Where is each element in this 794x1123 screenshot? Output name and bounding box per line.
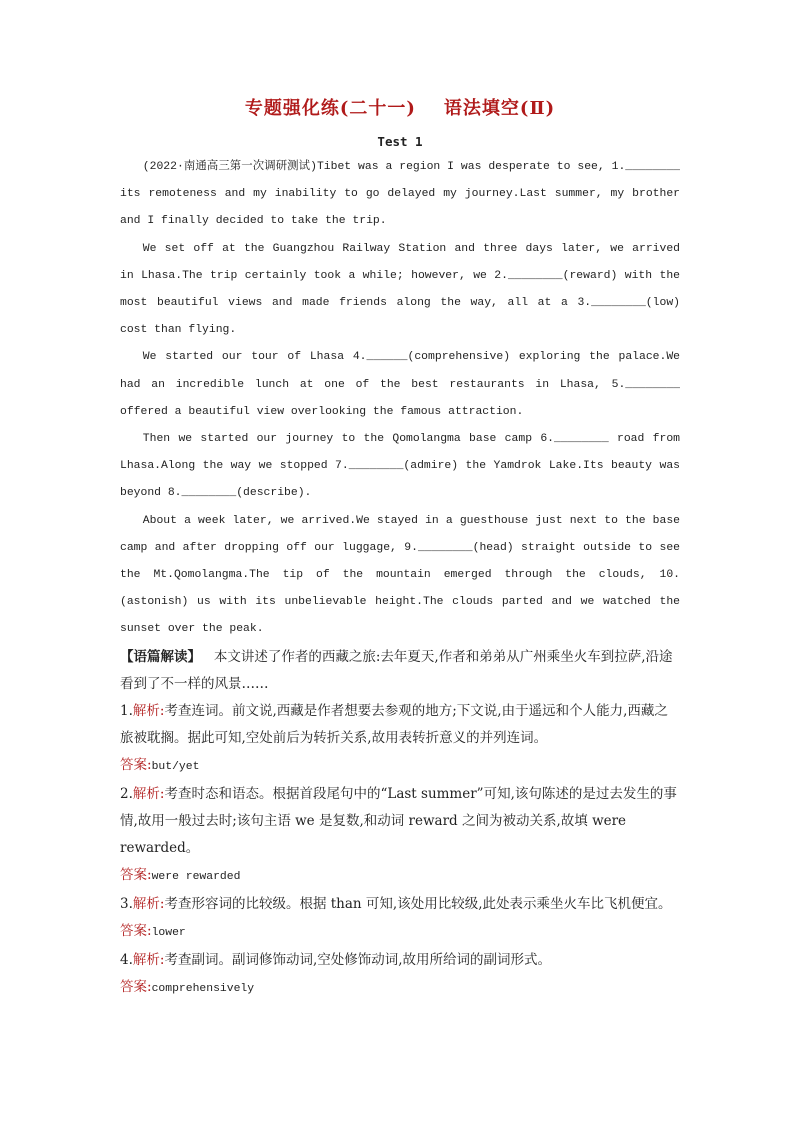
analysis-label: 解析: (132, 895, 165, 912)
title-sub: 语法填空(Ⅱ) (443, 98, 556, 119)
passage (120, 154, 680, 644)
passage-paragraph-3: We started our tour of Lhasa 4.______(comprehensive) exploring the palace.We had an incredible lunch at one of the best restaurants in Lhasa, 5.________ offered a beautiful view overlooking the famous attraction. (120, 351, 680, 418)
answer-label: 答案: (120, 922, 152, 939)
page-title (120, 96, 680, 122)
answer-label: 答案: (120, 978, 152, 995)
answer-text: lower (151, 926, 186, 939)
passage-paragraph-4: Then we started our journey to the Qomolangma base camp 6.________ road from Lhasa.Along the way we stopped 7.________(admire) the Yamdrok Lake.Its beauty was beyond 8.________(describe). (120, 433, 680, 500)
analysis-label: 解析: (132, 785, 165, 802)
answer-text: but/yet (151, 760, 200, 773)
document-page (120, 96, 680, 1003)
analysis-label: 解析: (132, 951, 165, 968)
analysis-text: 考查连词。前文说,西藏是作者想要去参观的地方;下文说,由于遥远和个人能力,西藏之旅被耽搁。据此可知,空处前后为转折关系,故用表转折意义的并列连词。 (120, 702, 668, 746)
answer-item-3 (120, 918, 680, 947)
analysis-section (120, 644, 680, 1003)
title-main: 专题强化练(二十一) (244, 98, 416, 119)
analysis-label: 解析: (132, 702, 165, 719)
answer-item-2 (120, 862, 680, 891)
analysis-item-3 (120, 891, 680, 918)
analysis-item-2 (120, 781, 680, 862)
passage-paragraph-5: About a week later, we arrived.We stayed in a guesthouse just next to the base camp and after dropping off our luggage, 9.________(head) straight outside to see the Mt.Qomolangma.The tip of the mountain emerged through the clouds, 10.(astonish) us with its unbelievable height.The clouds parted and we watched the sunset over the peak. (120, 514, 680, 636)
item-number: 2. (120, 785, 133, 802)
analysis-item-1 (120, 698, 680, 752)
item-number: 4. (120, 951, 133, 968)
passage-paragraph-1: (2022·南通高三第一次调研测试)Tibet was a region I was desperate to see, 1.________ its remoteness and my inability to go delayed my journey.Last summer, my brother and I finally decided to take the trip. (120, 161, 680, 228)
reading-text: 本文讲述了作者的西藏之旅:去年夏天,作者和弟弟从广州乘坐火车到拉萨,沿途看到了不一样的风景…… (120, 648, 673, 692)
analysis-text: 考查形容词的比较级。根据 than 可知,该处用比较级,此处表示乘坐火车比飞机便宜。 (164, 895, 672, 912)
answer-item-4 (120, 974, 680, 1003)
answer-text: comprehensively (151, 982, 255, 995)
answer-text: were rewarded (151, 870, 241, 883)
answer-label: 答案: (120, 756, 152, 773)
analysis-item-4 (120, 947, 680, 974)
passage-paragraph-2: We set off at the Guangzhou Railway Station and three days later, we arrived in Lhasa.The trip certainly took a while; however, we 2.________(reward) with the most beautiful views and made friends along the way, all at a 3.________(low) cost than flying. (120, 242, 680, 337)
analysis-text: 考查副词。副词修饰动词,空处修饰动词,故用所给词的副词形式。 (164, 951, 552, 968)
answer-label: 答案: (120, 866, 152, 883)
analysis-text: 考查时态和语态。根据首段尾句中的“Last summer”可知,该句陈述的是过去发生的事情,故用一般过去时;该句主语 we 是复数,和动词 reward 之间为被动关系,故填 were rewarded。 (120, 785, 677, 856)
answer-item-1 (120, 752, 680, 781)
test-label: Test 1 (377, 134, 423, 149)
reading-label: 【语篇解读】 (120, 648, 201, 665)
item-number: 3. (120, 895, 133, 912)
item-number: 1. (120, 702, 133, 719)
reading-summary (120, 644, 680, 698)
